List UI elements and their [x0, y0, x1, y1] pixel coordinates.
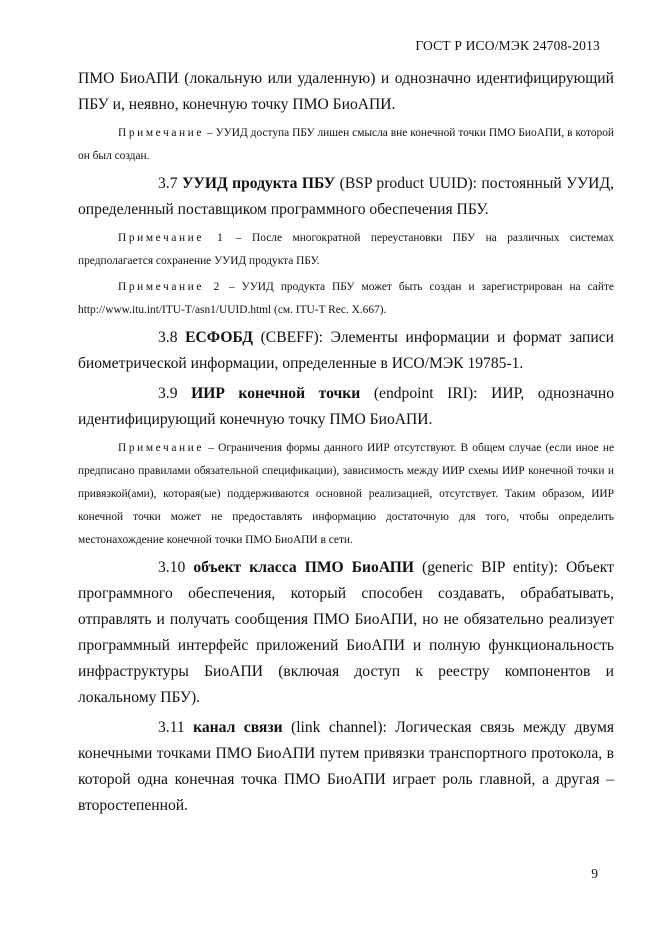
note-text: – УУИД доступа ПБУ лишен смысла вне конечной точки ПМО БиоАПИ, в которой он был создан. — [78, 127, 614, 162]
definition-3-9 — [78, 381, 614, 433]
page-number: 9 — [591, 866, 598, 881]
definition-text: (CBEFF): Элементы информации и формат записи биометрической информации, определенные в ИСО/МЭК 19785-1. — [78, 329, 614, 372]
definition-number: 3.9 — [158, 385, 178, 402]
note-text: – После многократной переустановки ПБУ на различных системах предполагается сохранение УУИД продукта ПБУ. — [78, 232, 614, 267]
note-1-bsp-product-uuid — [78, 227, 614, 273]
definition-3-11 — [78, 715, 614, 819]
note-text: – Ограничения формы данного ИИР отсутствуют. В общем случае (если иное не предписано правилами обязательной спецификации), зависимость между ИИР схемы ИИР конечной точки и привязкой(ами), которая(ые) поддерживаются основной реализацией, отсутствует. Таким образом, ИИР конечной точки может не предоставлять информацию достаточную для того, чтобы определить местонахождение конечной точки ПМО БиоАПИ в сети. — [78, 442, 614, 546]
definition-term: объект класса ПМО БиоАПИ — [193, 559, 414, 576]
running-header: ГОСТ Р ИСО/МЭК 24708-2013 — [415, 38, 600, 53]
definition-3-8 — [78, 325, 614, 377]
definition-text: (BSP product UUID): постоянный УУИД, определенный поставщиком программного обеспечения ПБУ. — [78, 175, 614, 218]
definition-text: (link channel): Логическая связь между двумя конечными точками ПМО БиоАПИ путем привязки транспортного протокола, в которой одна конечная точка ПМО БиоАПИ играет роль главной, а другая – второстепенной. — [78, 719, 614, 814]
note-label: Примечание 2 — [118, 281, 222, 293]
definition-3-10 — [78, 555, 614, 711]
definition-number: 3.11 — [158, 719, 185, 736]
note-label: Примечание — [118, 127, 205, 139]
definition-term: ИИР конечной точки — [191, 385, 361, 402]
definition-term: канал связи — [193, 719, 283, 736]
definition-text: (endpoint IRI): ИИР, однозначно идентифицирующий конечную точку ПМО БиоАПИ. — [78, 385, 614, 428]
note-2-bsp-product-uuid — [78, 276, 614, 322]
definition-term: ЕСФОБД — [185, 329, 253, 346]
definition-number: 3.7 — [158, 175, 178, 192]
note-label: Примечание — [118, 442, 205, 454]
note-bsp-access-uuid — [78, 122, 614, 168]
document-body — [78, 66, 614, 823]
note-text: – УУИД продукта ПБУ может быть создан и зарегистрирован на сайте http://www.itu.int/ITU-T/asn1/UUID.html (см. ITU-T Rec. X.667). — [78, 281, 614, 316]
definition-number: 3.8 — [158, 329, 178, 346]
note-label: Примечание 1 — [118, 232, 226, 244]
definition-3-7 — [78, 171, 614, 223]
definition-text: (generic BIP entity): Объект программного обеспечения, который способен создавать, обрабатывать, отправлять и получать сообщения ПМО БиоАПИ, но не обязательно реализует программный интерфейс приложений БиоАПИ и полную функциональность инфраструктуры БиоАПИ (включая доступ к реестру компонентов и локальному ПБУ). — [78, 559, 614, 706]
definition-number: 3.10 — [158, 559, 186, 576]
note-endpoint-iri — [78, 437, 614, 552]
definition-term: УУИД продукта ПБУ — [181, 175, 336, 192]
continuation-paragraph: ПМО БиоАПИ (локальную или удаленную) и однозначно идентифицирующий ПБУ и, неявно, конечную точку ПМО БиоАПИ. — [78, 70, 614, 113]
